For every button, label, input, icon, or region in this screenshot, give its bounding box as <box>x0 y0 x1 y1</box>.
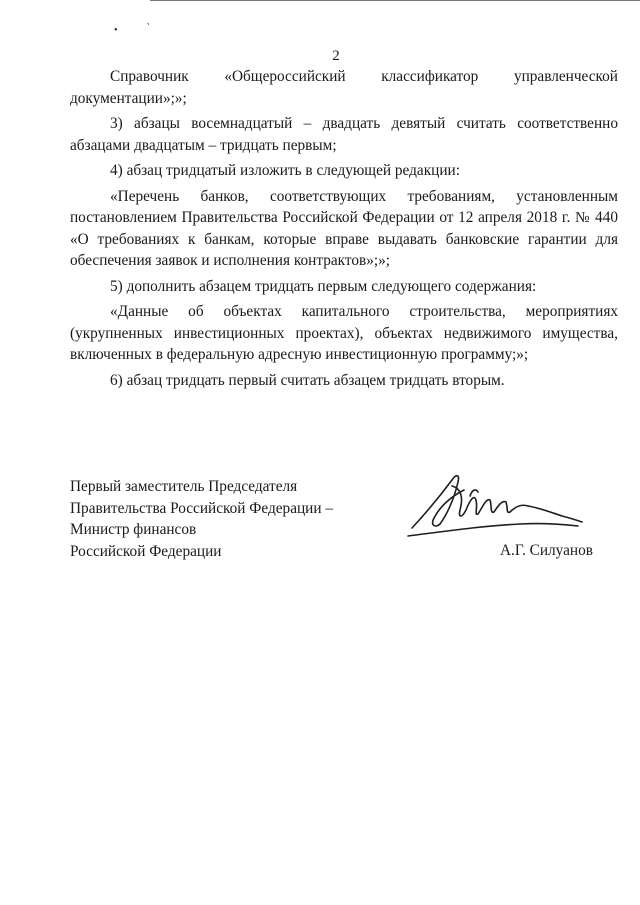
word: «Общероссийский <box>224 68 346 85</box>
signatory-title <box>70 476 370 562</box>
paragraph-banks-list: «Перечень банков, соответствующих требованиям, установленным постановлением Правительства Российской Федерации от 12 апреля 2018 г. № 440 «О требованиях к банкам, которые вправе выдавать банковские гарантии для обеспечения заявок и исполнения контрактов»;»; <box>70 187 618 269</box>
document-body <box>70 66 618 395</box>
signatory-title-line: Правительства Российской Федерации – <box>70 499 334 517</box>
paragraph-reference-book-line1 <box>70 66 618 88</box>
word: Справочник <box>110 68 189 85</box>
signatory-name: А.Г. Силуанов <box>500 542 593 559</box>
paragraph-reference-book-line2: документации»;»; <box>70 89 187 107</box>
scan-dot-mark: • <box>114 25 118 36</box>
signatory-title-line: Министр финансов <box>70 521 197 538</box>
signatory-title-line: Первый заместитель Председателя <box>70 478 298 495</box>
paragraph-item-5: 5) дополнить абзацем тридцать первым следующего содержания: <box>110 277 537 295</box>
handwritten-signature <box>400 466 590 544</box>
page-number: 2 <box>332 48 340 64</box>
paragraph-item-3: 3) абзацы восемнадцатый – двадцать девятый считать соответственно абзацами двадцатым – тридцать первым; <box>70 115 618 154</box>
paragraph-item-4: 4) абзац тридцатый изложить в следующей редакции: <box>110 162 460 179</box>
word: классификатор <box>381 68 479 85</box>
paragraph-item-6: 6) абзац тридцать первый считать абзацем тридцать вторым. <box>110 371 505 389</box>
scan-tick-mark: ' <box>146 21 154 32</box>
signatory-title-line: Российской Федерации <box>70 542 222 560</box>
paragraph-capital-objects: «Данные об объектах капитального строительства, мероприятиях (укрупненных инвестиционных проектах), объектах недвижимого имущества, включенных в федеральную адресную инвестиционную программу;»; <box>70 303 618 363</box>
paragraph-reference-book <box>70 66 618 109</box>
scan-top-edge <box>150 0 640 1</box>
word: управленческой <box>513 68 618 85</box>
